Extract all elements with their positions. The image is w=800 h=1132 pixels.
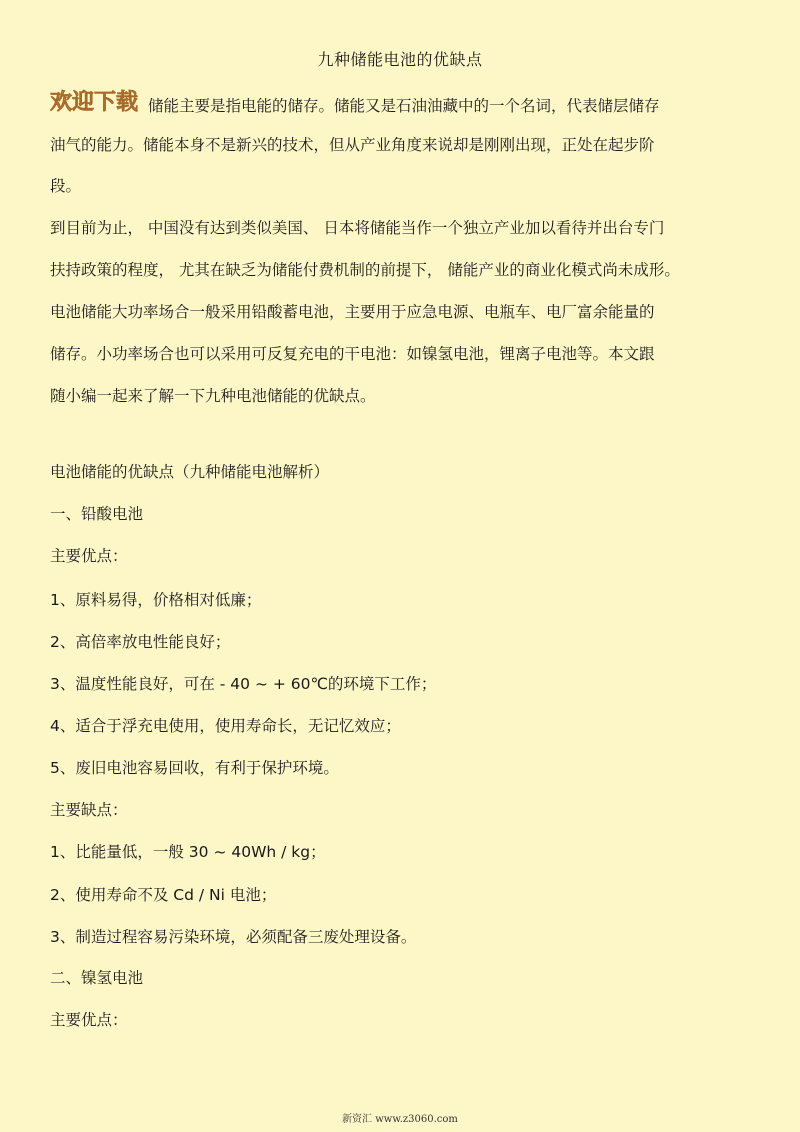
pros-label: 主要优点：	[50, 547, 128, 565]
list-item: 5、废旧电池容易回收，有利于保护环境。	[50, 759, 339, 777]
battery-heading-lead-acid: 一、铅酸电池	[50, 505, 144, 523]
list-item: 1、原料易得，价格相对低廉；	[50, 591, 262, 609]
paragraph-line: 油气的能力。储能本身不是新兴的技术，但从产业角度来说却是刚刚出现，正处在起步阶	[50, 136, 655, 154]
list-item: 3、温度性能良好，可在 - 40 ~ + 60℃的环境下工作；	[50, 675, 437, 693]
battery-heading-nimh: 二、镍氢电池	[50, 969, 144, 987]
list-item: 4、适合于浮充电使用，使用寿命长，无记忆效应；	[50, 717, 401, 735]
paragraph-line: 随小编一起来了解一下九种电池储能的优缺点。	[50, 387, 376, 405]
paragraph-line: 段。	[50, 177, 82, 195]
cons-label: 主要缺点：	[50, 801, 128, 819]
section-heading: 电池储能的优缺点（九种储能电池解析）	[50, 463, 330, 481]
welcome-download-logo	[48, 86, 148, 116]
list-item: 2、使用寿命不及 Cd / Ni 电池；	[50, 886, 277, 904]
pros-label: 主要优点：	[50, 1011, 128, 1029]
list-item: 2、高倍率放电性能良好；	[50, 633, 231, 651]
page-footer: 新资汇 www.z3060.com	[342, 1114, 458, 1125]
paragraph-line: 到目前为止， 中国没有达到类似美国、 日本将储能当作一个独立产业加以看待并出台专门	[50, 219, 665, 237]
paragraph-line: 扶持政策的程度， 尤其在缺乏为储能付费机制的前提下， 储能产业的商业化模式尚未成形。	[50, 261, 680, 279]
paragraph-line: 储存。小功率场合也可以采用可反复充电的干电池：如镍氢电池，锂离子电池等。本文跟	[50, 345, 655, 363]
paragraph-line: 电池储能大功率场合一般采用铅酸蓄电池，主要用于应急电源、电瓶车、电厂富余能量的	[50, 303, 655, 321]
svg-text:欢迎下载: 欢迎下载	[50, 90, 139, 115]
paragraph-line: 储能主要是指电能的储存。储能又是石油油藏中的一个名词，代表储层储存	[148, 97, 660, 115]
document-title: 九种储能电池的优缺点	[317, 50, 483, 69]
list-item: 1、比能量低，一般 30 ~ 40Wh / kg；	[50, 843, 326, 861]
list-item: 3、制造过程容易污染环境，必须配备三废处理设备。	[50, 928, 417, 946]
